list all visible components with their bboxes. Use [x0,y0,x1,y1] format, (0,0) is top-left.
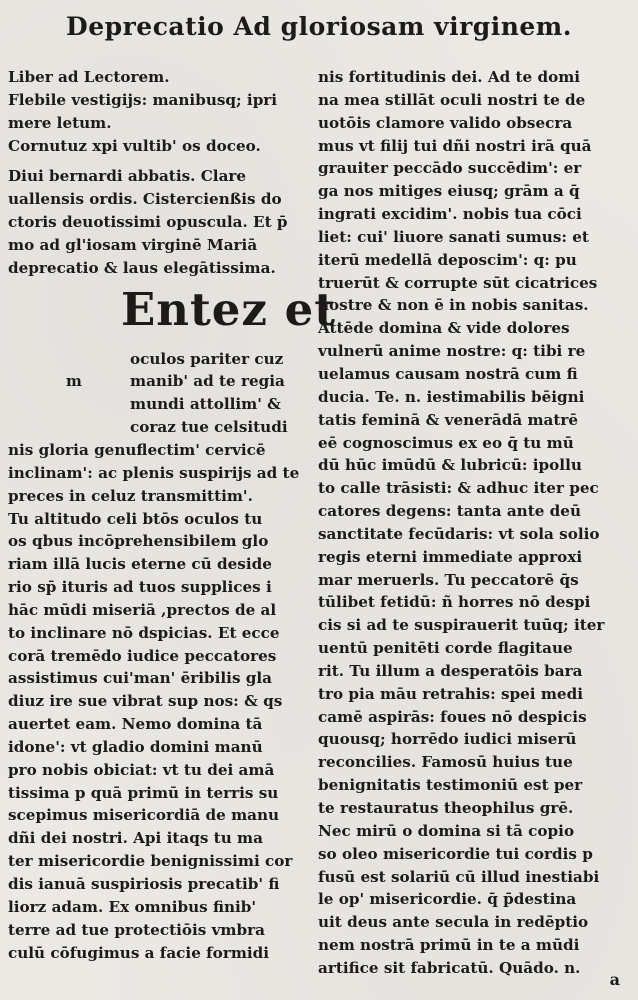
text-line: uotōis clamore valido obsecra [318,113,573,132]
dropcap-block [8,280,337,348]
text-line: to calle trāsisti: & adhuc iter pec [318,479,599,498]
text-line: ter misericordie benignissimi cor [8,852,293,871]
text-line: inclinam': ac plenis suspirijs ad te [8,463,300,482]
text-line: rio sp̄ ituris ad tuos supplices i [8,578,272,597]
text-line: deprecatio & laus elegātissima. [8,258,276,277]
text-line: tūlibet fetidū: ñ horres nō despi [318,593,591,612]
text-line: Cornutuz xpi vultib' os doceo. [8,136,261,155]
text-line: ctoris deuotissimi opuscula. Et p̄ [8,213,288,232]
text-line: Liber ad Lectorem. [8,68,170,86]
text-line: uentū penitēti corde flagitaue [318,639,573,658]
text-line: sanctitate fecūdaris: vt sola solio [318,524,600,543]
text-line: liorz adam. Ex omnibus finib' [8,897,257,916]
left-indented-text [8,348,310,439]
text-line: oculos pariter cuz [130,349,284,368]
text-line: mere letum. [8,113,112,132]
text-line: auertet eam. Nemo domina tā [8,715,263,734]
text-line: Nec mirū o domina si tā copio [318,821,575,840]
text-line: os qbus incōprehensibilem glo [8,532,269,551]
text-line: eē cognoscimus ex eo q̄ tu mū [318,433,574,452]
signature-mark: a [609,970,620,989]
text-line: mundi attollim' & [130,395,281,414]
text-line: assistimus cui'man' ēribilis gla [8,669,273,688]
text-line: idone': vt gladio domini manū [8,737,263,756]
text-line: uelamus causam nostrā cum fi [318,364,578,383]
text-line: Attēde domina & vide dolores [318,319,570,338]
text-line: ingrati excidim'. nobis tua cōci [318,205,582,224]
text-line: ga nos mitiges eiusq; grām a q̄ [318,182,580,201]
text-line: fusū est solariū cū illud inestiabi [318,867,600,886]
right-column [318,66,630,980]
left-top-verses [8,66,310,157]
text-line: grauiter peccādo succēdim': er [318,159,582,178]
text-line: rit. Tu illum a desperatōis bara [318,661,583,680]
text-line: dis ianuā suspiriosis precatib' fi [8,875,280,893]
text-line: uallensis ordis. Cistercienßis do [8,190,282,209]
text-line: le op' misericordie. q̄ p̄destina [318,890,577,909]
text-line: uit deus ante secula in redēptio [318,913,589,932]
page-header-title: Deprecatio Ad gloriosam virginem. [66,12,572,41]
text-line: preces in celuz transmittim'. [8,486,253,505]
text-line: diuz ire sue vibrat sup nos: & qs [8,692,283,711]
text-line: tissima p quā primū in terris su [8,783,279,802]
text-line: so oleo misericordie tui cordis p [318,844,593,863]
text-line: mus vt filij tui dñi nostri irā quā [318,136,592,155]
text-line: camē aspirās: foues nō despicis [318,707,587,726]
text-line: iterū medellā deposcim': q: pu [318,250,577,269]
text-line: nostre & non ē in nobis sanitas. [318,296,589,315]
dropcap-heading: Entez et [121,282,337,336]
text-line: quousq; horrēdo iudici miserū [318,730,577,749]
text-line: na mea stillāt oculi nostri te de [318,90,586,109]
text-line: regis eterni immediate approxi [318,547,583,566]
text-line: scepimus misericordiā de manu [8,806,280,825]
text-line: reconcilies. Famosū huius tue [318,753,573,772]
text-line: dñi dei nostri. Api itaqs tu ma [8,829,263,848]
text-line: truerūt & corrupte sūt cicatrices [318,273,598,292]
text-line: hāc mūdi miseriā ,prectos de al [8,600,277,619]
text-line: pro nobis obiciat: vt tu dei amā [8,760,275,779]
text-line: tro pia māu retrahis: spei medi [318,684,583,703]
text-line: culū cōfugimus a facie formidi [8,943,270,962]
text-line: riam illā lucis eterne cū deside [8,555,272,574]
text-line: mar meruerls. Tu peccatorē q̄s [318,570,579,589]
text-line: manib' ad te regia [130,372,285,391]
text-line: tatis feminā & venerādā matrē [318,410,579,429]
text-line: artifice sit fabricatū. Quādo. n. [318,958,581,977]
text-line: nem nostrā primū in te a mūdi [318,936,580,955]
text-line: terre ad tue protectiōis vmbra [8,920,265,939]
left-intro-heading [8,165,310,279]
left-body-text [8,439,310,964]
guide-letter: m [66,371,82,390]
text-line: coraz tue celsitudi [130,418,288,437]
text-line: Flebile vestigijs: manibusq; ipri [8,90,278,109]
text-line: mo ad gl'iosam virginē Mariā [8,235,258,254]
text-line: ducia. Te. n. iestimabilis bēigni [318,387,585,406]
left-column [8,66,337,964]
text-line: nis gloria genuflectim' cervicē [8,440,266,459]
text-line: vulnerū anime nostre: q: tibi re [318,342,586,361]
text-line: te restauratus theophilus grē. [318,799,574,817]
text-line: nis fortitudinis dei. Ad te domi [318,68,581,86]
text-line: Diui bernardi abbatis. Clare [8,167,247,186]
text-line: catores degens: tanta ante deū [318,502,582,521]
text-line: cis si ad te suspirauerit tuūq; iter [318,616,605,635]
text-line: to inclinare nō dspicias. Et ecce [8,623,280,642]
text-line: Tu altitudo celi btōs oculos tu [8,509,263,528]
text-line: dū hūc imūdū & lubricū: ipollu [318,456,582,475]
text-line: liet: cui' liuore sanati sumus: et [318,227,589,246]
text-line: benignitatis testimoniū est per [318,776,583,795]
text-line: corā tremēdo iudice peccatores [8,646,277,665]
